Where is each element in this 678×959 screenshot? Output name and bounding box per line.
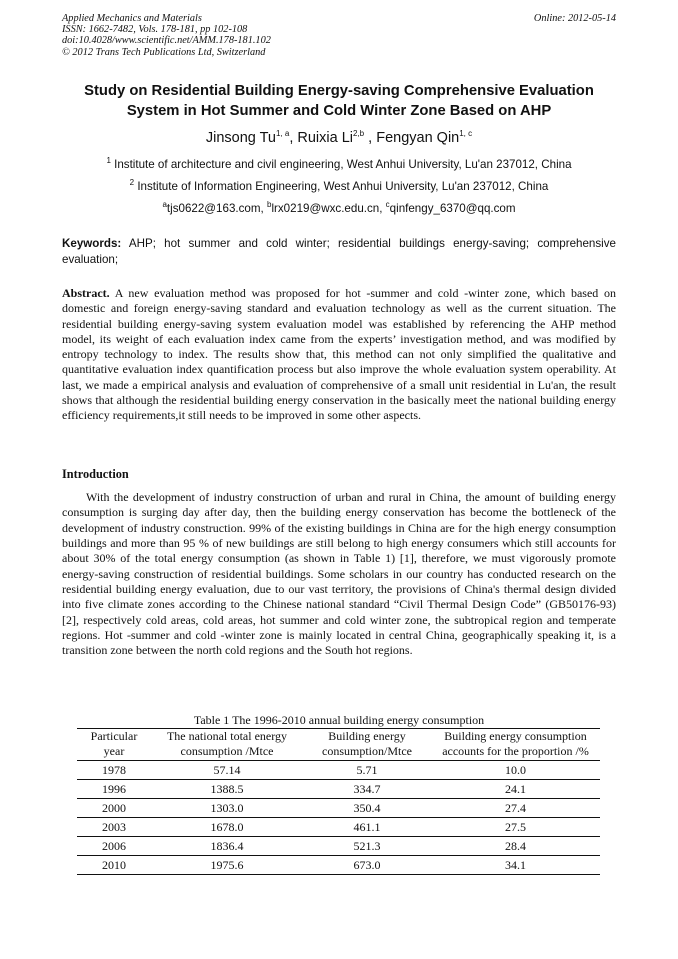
affiliation-1	[40, 158, 638, 171]
col-header-building: Building energy consumption/Mtce	[303, 729, 431, 761]
paper-title	[40, 82, 638, 121]
cell-building: 5.71	[303, 761, 431, 780]
table-header-row	[77, 729, 600, 761]
abstract-block	[62, 286, 616, 424]
cell-building: 350.4	[303, 799, 431, 818]
cell-total: 1975.6	[151, 856, 303, 875]
energy-consumption-table	[77, 728, 600, 875]
cell-building: 673.0	[303, 856, 431, 875]
affiliation-2-marker: 2	[129, 178, 135, 188]
cell-building: 461.1	[303, 818, 431, 837]
keywords-block	[62, 236, 616, 267]
email-c-marker: c	[385, 200, 390, 210]
cell-building: 521.3	[303, 837, 431, 856]
cell-year: 2010	[77, 856, 151, 875]
copyright-line: © 2012 Trans Tech Publications Ltd, Switzerland	[62, 46, 266, 58]
table-row	[77, 761, 600, 780]
cell-total: 57.14	[151, 761, 303, 780]
cell-proportion: 10.0	[431, 761, 600, 780]
col-header-year: Particular year	[77, 729, 151, 761]
affiliation-2-text: Institute of Information Engineering, West Anhui University, Lu'an 237012, China	[134, 180, 549, 193]
table-row	[77, 818, 600, 837]
email-b[interactable]: lrx0219@wxc.edu.cn,	[271, 202, 386, 215]
cell-total: 1836.4	[151, 837, 303, 856]
table-caption: Table 1 The 1996-2010 annual building energy consumption	[193, 713, 485, 727]
cell-year: 2006	[77, 837, 151, 856]
affiliation-1-marker: 1	[106, 156, 111, 166]
introduction-heading: Introduction	[62, 467, 129, 481]
abstract-text: A new evaluation method was proposed for hot -summer and cold -winter zone, which based on domestic and foreign energy-saving standard and evaluation technology as well as the current situation. The residential building energy-saving system evaluation model was established by referencing the AHP method model, its weight of each evaluation index came from the experts’ investigation method, and was modified by entropy technology to index. The results show that, this method can not only simplified the qualitative and quantitative evaluation index quantification process but also improve the whole evaluation system operability. At last, we made a empirical analysis and evaluation of comprehensive of a small unit residential in Lu'an, the result shows that although the residential building energy conservation in the basically meet the national building energy efficiency requirements,it still needs to be improved in some other aspects.	[62, 286, 616, 423]
doi-line[interactable]: doi:10.4028/www.scientific.net/AMM.178-181.102	[62, 35, 271, 47]
author-3-marker: 1, c	[459, 129, 473, 139]
issn-line: ISSN: 1662-7482, Vols. 178-181, pp 102-108	[62, 24, 248, 36]
email-a[interactable]: tjs0622@163.com,	[166, 202, 267, 215]
cell-proportion: 24.1	[431, 780, 600, 799]
author-list	[40, 130, 638, 146]
abstract-label: Abstract.	[62, 286, 110, 300]
table-row	[77, 799, 600, 818]
table-row	[77, 780, 600, 799]
affiliation-2	[40, 180, 638, 193]
table-row	[77, 837, 600, 856]
author-1: Jinsong Tu	[205, 130, 276, 146]
keywords-label: Keywords:	[62, 237, 122, 250]
journal-header	[62, 13, 616, 58]
email-b-marker: b	[266, 200, 272, 210]
cell-year: 2000	[77, 799, 151, 818]
author-3: , Fengyan Qin	[364, 130, 460, 146]
cell-total: 1388.5	[151, 780, 303, 799]
introduction-paragraph: With the development of industry construction of urban and rural in China, the amount of building energy consumption is surging day after day, then the building energy conservation has become the bottleneck of the development of industry construction. 99% of the existing buildings in China are for the high energy consumption buildings and more than 95 % of new buildings are still belong to high energy consumers which still accounts for about 30% of the total energy consumption (as shown in Table 1) [1], therefore, we must vigorously promote energy-saving construction of residential buildings. Some scholars in our country has conducted research on the residential building energy evaluation, due to our vast territory, the provisions of China's thermal design divided into five climate zones according to the Chinese national standard “Civil Thermal Design Code” (GB50176-93) [2], respectively cold areas, cold areas, hot summer and cold winter zone, the subtropical region and temperate regions. Hot -summer and cold -winter zone is mainly located in central China, geographically speaking it, is a transition zone between the north cold regions and the South hot regions.	[62, 490, 616, 658]
online-date: Online: 2012-05-14	[533, 13, 616, 24]
cell-proportion: 27.4	[431, 799, 600, 818]
cell-proportion: 28.4	[431, 837, 600, 856]
author-2: , Ruixia Li	[289, 130, 353, 146]
keywords-text: AHP; hot summer and cold winter; residential buildings energy-saving; comprehensive evaluation;	[62, 237, 616, 266]
cell-proportion: 34.1	[431, 856, 600, 875]
author-2-marker: 2,b	[353, 129, 365, 139]
table-row	[77, 856, 600, 875]
email-c[interactable]: qinfengy_6370@qq.com	[389, 202, 516, 215]
col-header-total: The national total energy consumption /Mtce	[151, 729, 303, 761]
cell-building: 334.7	[303, 780, 431, 799]
title-line-2: System in Hot Summer and Cold Winter Zone Based on AHP	[126, 102, 552, 119]
title-line-1: Study on Residential Building Energy-saving Comprehensive Evaluation	[84, 83, 594, 99]
journal-name: Applied Mechanics and Materials	[62, 13, 202, 24]
cell-total: 1303.0	[151, 799, 303, 818]
col-header-proportion: Building energy consumption accounts for the proportion /%	[431, 729, 600, 761]
cell-total: 1678.0	[151, 818, 303, 837]
cell-proportion: 27.5	[431, 818, 600, 837]
affiliation-1-text: Institute of architecture and civil engineering, West Anhui University, Lu'an 237012, China	[110, 158, 572, 171]
email-a-marker: a	[162, 200, 167, 210]
author-1-marker: 1, a	[275, 129, 290, 139]
cell-year: 1978	[77, 761, 151, 780]
email-list	[40, 202, 638, 215]
cell-year: 1996	[77, 780, 151, 799]
cell-year: 2003	[77, 818, 151, 837]
